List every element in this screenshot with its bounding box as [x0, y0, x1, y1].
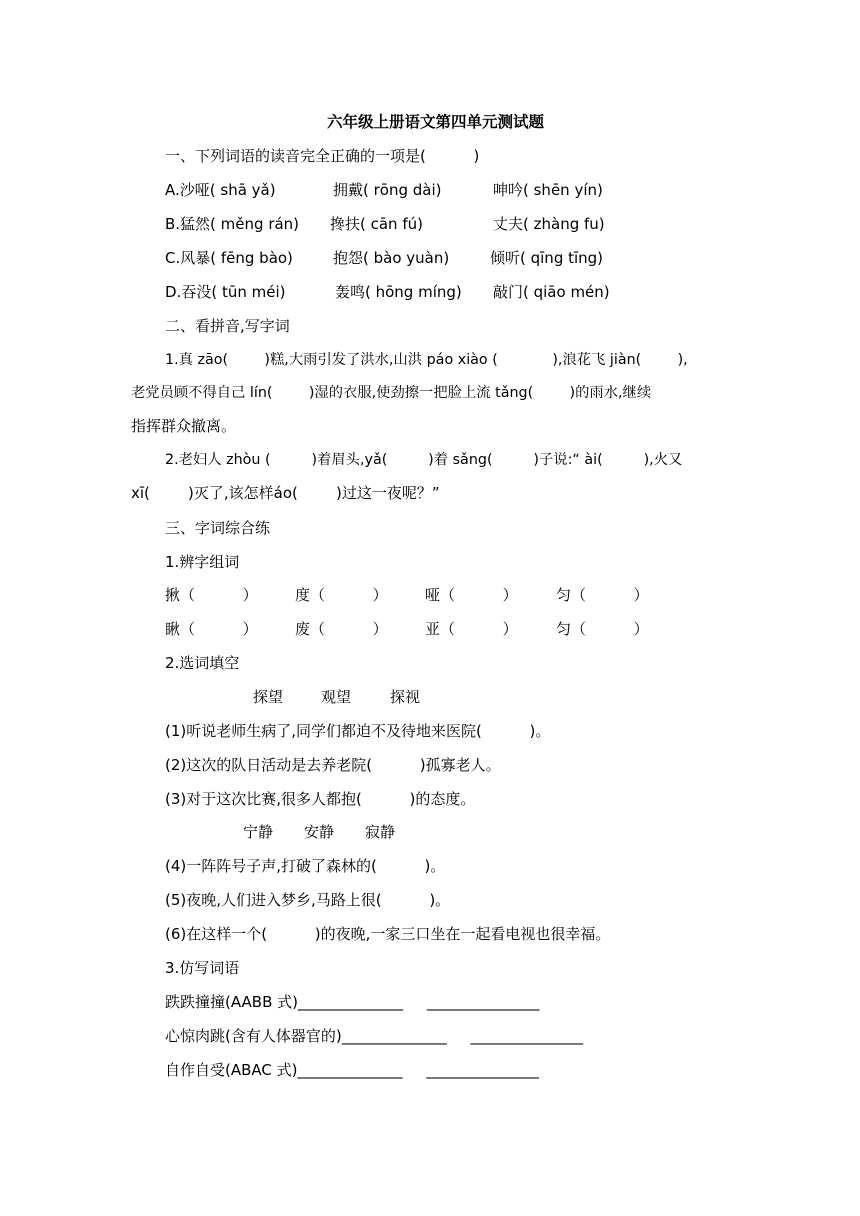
q1-option-c-word2: 抱怨( bào yuàn) [333, 249, 450, 267]
word-choice: 观望 [321, 688, 352, 706]
fill-sentence: (4)一阵阵号子声,打破了森林的( )。 [165, 857, 446, 875]
q1-option-c-word3: 倾听( qīng tīng) [490, 249, 604, 267]
q3-heading: 三、字词综合练 [165, 519, 271, 537]
char-item: 亚（ ） [425, 620, 518, 638]
q1-option-b-word3: 丈夫( zhàng fu) [493, 215, 605, 233]
q1-heading: 一、下列词语的读音完全正确的一项是( ) [165, 147, 480, 165]
fill-sentence: (3)对于这次比赛,很多人都抱( )的态度。 [165, 790, 476, 808]
q2-passage1-line1: 1.真 zāo( )糕,大雨引发了洪水,山洪 páo xiào ( ),浪花飞 jiàn( ), [165, 352, 688, 368]
word-choice: 探视 [390, 688, 421, 706]
fill-sentence: (6)在这样一个( )的夜晚,一家三口坐在一起看电视也很幸福。 [165, 925, 611, 943]
q2-passage1-line2: 老党员顾不得自己 lín( )湿的衣服,使劲擦一把脸上流 tǎng( )的雨水,继续 [131, 385, 652, 401]
q1-option-d-word1: D.吞没( tūn méi) [165, 283, 286, 301]
word-choice: 寂静 [365, 823, 396, 841]
fill-sentence: (1)听说老师生病了,同学们都迫不及待地来医院( )。 [165, 722, 551, 740]
q2-heading: 二、看拼音,写字词 [165, 317, 290, 335]
char-item: 哑（ ） [425, 586, 518, 604]
word-choice: 安静 [304, 823, 335, 841]
imitation-line: 自作自受(ABAC 式)______________ _______________ [165, 1061, 539, 1079]
q1-option-d-word2: 轰鸣( hōng míng) [335, 283, 462, 301]
q1-option-d-word3: 敲门( qiāo mén) [493, 283, 610, 301]
q1-option-b-word1: B.猛然( měng rán) [165, 215, 300, 233]
q1-option-a-word2: 拥戴( rōng dài) [333, 181, 442, 199]
page-title: 六年级上册语文第四单元测试题 [327, 113, 545, 131]
q2-passage1-line3: 指挥群众撤离。 [131, 417, 237, 435]
char-item: 匀（ ） [556, 586, 649, 604]
q1-option-c-word1: C.风暴( fēng bào) [165, 249, 293, 267]
q3-section2-heading: 2.选词填空 [165, 654, 240, 672]
word-choice: 宁静 [243, 823, 274, 841]
fill-sentence: (5)夜晚,人们进入梦乡,马路上很( )。 [165, 891, 451, 909]
char-item: 揪（ ） [165, 586, 258, 604]
q1-option-a-word3: 呻吟( shēn yín) [493, 181, 603, 199]
char-item: 度（ ） [295, 586, 388, 604]
imitation-line: 心惊肉跳(含有人体器官的)______________ _______________ [165, 1027, 584, 1045]
char-item: 瞅（ ） [165, 620, 258, 638]
q1-option-b-word2: 搀扶( cān fú) [330, 215, 423, 233]
char-item: 匀（ ） [556, 620, 649, 638]
word-choice: 探望 [253, 688, 284, 706]
fill-sentence: (2)这次的队日活动是去养老院( )孤寡老人。 [165, 756, 501, 774]
q3-section1-heading: 1.辨字组词 [165, 553, 240, 571]
char-item: 废（ ） [295, 620, 388, 638]
q3-section3-heading: 3.仿写词语 [165, 959, 240, 977]
q1-option-a-word1: A.沙哑( shā yǎ) [165, 181, 276, 199]
q2-passage2-line2: xī( )灭了,该怎样áo( )过这一夜呢？” [131, 484, 440, 502]
q2-passage2-line1: 2.老妇人 zhòu ( )着眉头,yǎ( )着 sǎng( )子说:“ ài( ),火又 [165, 452, 683, 468]
imitation-line: 跌跌撞撞(AABB 式)______________ _______________ [165, 993, 540, 1011]
